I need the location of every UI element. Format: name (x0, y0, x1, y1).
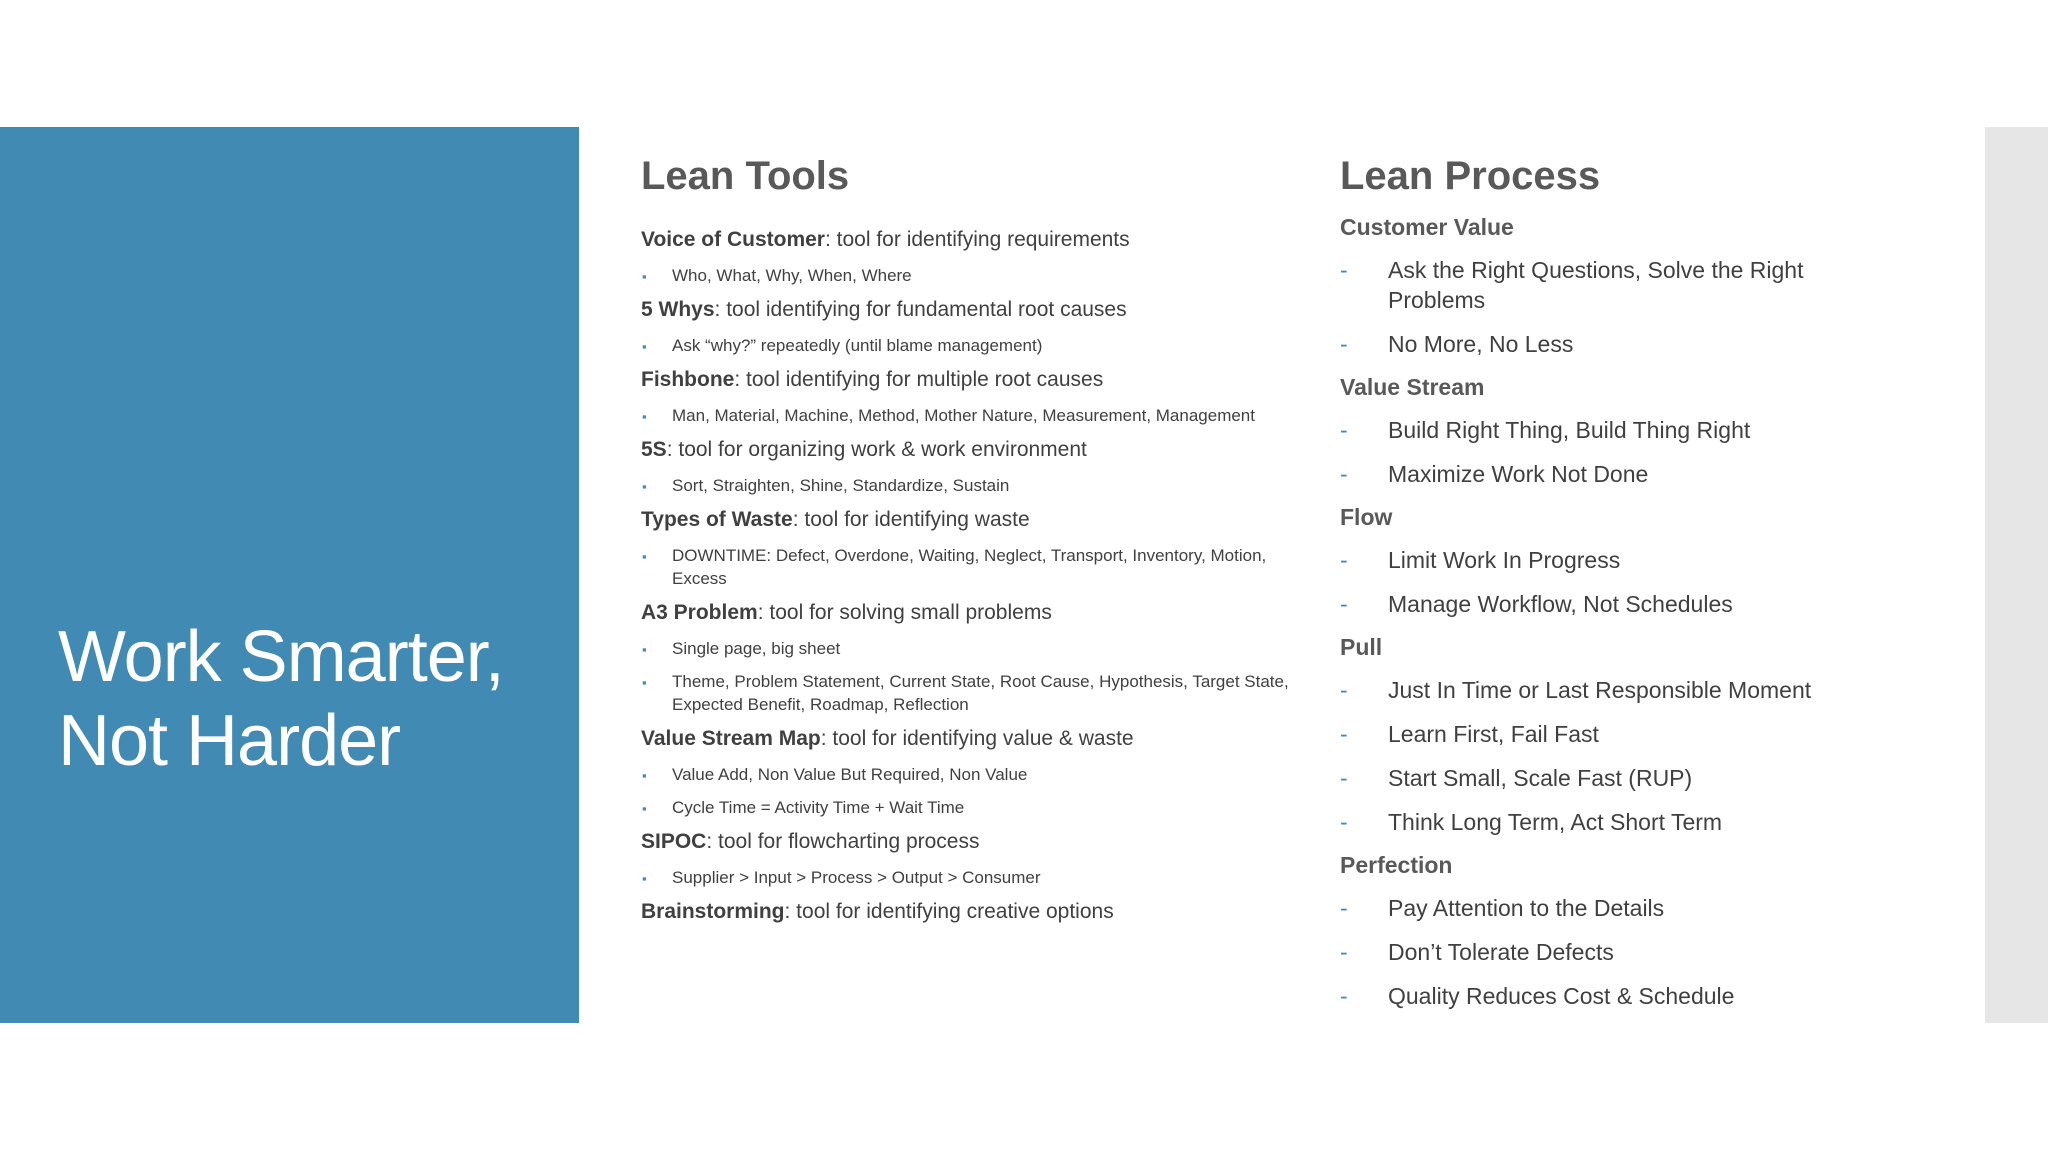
process-item-text: Learn First, Fail Fast (1388, 721, 1599, 747)
dash-icon: - (1340, 591, 1348, 617)
process-item-list (1340, 408, 1900, 496)
tool-name: Value Stream Map (641, 727, 821, 750)
process-item-text: Just In Time or Last Responsible Moment (1388, 677, 1812, 703)
process-section (1340, 206, 1900, 366)
bullet-icon: ▪ (642, 339, 647, 354)
tool-name: Voice of Customer (641, 228, 825, 251)
dash-icon: - (1340, 677, 1348, 703)
process-item (1340, 930, 1900, 974)
process-item-text: Don’t Tolerate Defects (1388, 939, 1614, 965)
tool-name: Brainstorming (641, 900, 785, 923)
process-item (1340, 974, 1900, 1018)
tool-bullet (641, 539, 1311, 595)
tool-name: SIPOC (641, 830, 707, 853)
bullet-icon: ▪ (642, 409, 647, 424)
dash-icon: - (1340, 939, 1348, 965)
tool-description: : tool identifying for multiple root causes (734, 368, 1104, 391)
process-item-list (1340, 248, 1900, 366)
tool-item (641, 432, 1311, 502)
lean-tools-column (641, 150, 1311, 931)
tool-name: A3 Problem (641, 601, 758, 624)
process-item-text: Start Small, Scale Fast (RUP) (1388, 765, 1693, 791)
process-item-text: Ask the Right Questions, Solve the Right Problems (1388, 257, 1804, 313)
tool-bullet (641, 399, 1311, 432)
process-item-list (1340, 538, 1900, 626)
tool-bullet-text: Theme, Problem Statement, Current State, Root Cause, Hypothesis, Target State, Expected Benefit, Roadmap, Reflection (672, 672, 1289, 714)
tool-bullet (641, 329, 1311, 362)
tool-description: : tool for flowcharting process (706, 830, 980, 853)
tool-bullet-text: Single page, big sheet (672, 639, 841, 658)
process-item (1340, 800, 1900, 844)
dash-icon: - (1340, 809, 1348, 835)
lean-process-column (1340, 150, 1900, 1018)
tool-bullet-text: Value Add, Non Value But Required, Non Value (672, 765, 1028, 784)
tool-bullet (641, 791, 1311, 824)
bullet-icon: ▪ (642, 768, 647, 783)
tool-bullet (641, 469, 1311, 502)
tool-line (641, 222, 1311, 259)
process-item-list (1340, 668, 1900, 844)
bullet-icon: ▪ (642, 642, 647, 657)
tool-line (641, 432, 1311, 469)
tool-name: 5 Whys (641, 298, 715, 321)
tool-item (641, 894, 1311, 931)
tool-name: Fishbone (641, 368, 735, 391)
bullet-icon: ▪ (642, 801, 647, 816)
bullet-icon: ▪ (642, 675, 647, 690)
process-section (1340, 496, 1900, 626)
dash-icon: - (1340, 331, 1348, 357)
tool-bullet-list (641, 399, 1311, 432)
tool-bullet-list (641, 861, 1311, 894)
tool-bullet-text: Sort, Straighten, Shine, Standardize, Sustain (672, 476, 1010, 495)
process-item (1340, 712, 1900, 756)
tool-line (641, 292, 1311, 329)
tool-line (641, 502, 1311, 539)
process-item-text: Think Long Term, Act Short Term (1388, 809, 1723, 835)
tool-description: : tool for identifying requirements (824, 228, 1130, 251)
slide-title-line: Not Harder (58, 701, 401, 781)
lean-process-list (1340, 206, 1900, 1018)
tool-description: : tool for organizing work & work environment (666, 438, 1087, 461)
right-edge-strip (1985, 127, 2048, 1023)
process-item (1340, 452, 1900, 496)
lean-tools-heading: Lean Tools (641, 154, 850, 198)
slide-title (58, 615, 558, 783)
process-item-text: Limit Work In Progress (1388, 547, 1621, 573)
tool-item (641, 362, 1311, 432)
dash-icon: - (1340, 721, 1348, 747)
lean-process-heading: Lean Process (1340, 154, 1601, 198)
process-item-text: Quality Reduces Cost & Schedule (1388, 983, 1735, 1009)
process-item-text: Manage Workflow, Not Schedules (1388, 591, 1733, 617)
tool-bullet (641, 665, 1311, 721)
process-section-title: Value Stream (1340, 374, 1485, 400)
tool-bullet (641, 632, 1311, 665)
tool-bullet-text: Ask “why?” repeatedly (until blame management) (672, 336, 1043, 355)
lean-tools-list (641, 222, 1311, 931)
process-item (1340, 756, 1900, 800)
process-item (1340, 538, 1900, 582)
dash-icon: - (1340, 461, 1348, 487)
tool-name: Types of Waste (641, 508, 793, 531)
tool-bullet (641, 758, 1311, 791)
process-item-text: Maximize Work Not Done (1388, 461, 1649, 487)
tool-description: : tool for identifying value & waste (820, 727, 1134, 750)
process-item (1340, 408, 1900, 452)
bullet-icon: ▪ (642, 479, 647, 494)
tool-line (641, 894, 1311, 931)
tool-description: : tool identifying for fundamental root causes (714, 298, 1127, 321)
tool-item (641, 824, 1311, 894)
process-section-title: Pull (1340, 634, 1383, 660)
tool-bullet-text: Who, What, Why, When, Where (672, 266, 912, 285)
process-item (1340, 582, 1900, 626)
dash-icon: - (1340, 417, 1348, 443)
process-section-title: Customer Value (1340, 214, 1514, 240)
tool-name: 5S (641, 438, 667, 461)
tool-bullet (641, 861, 1311, 894)
dash-icon: - (1340, 983, 1348, 1009)
process-section-title: Perfection (1340, 852, 1453, 878)
tool-bullet-list (641, 632, 1311, 721)
tool-bullet-list (641, 469, 1311, 502)
tool-bullet (641, 259, 1311, 292)
process-section (1340, 366, 1900, 496)
tool-item (641, 595, 1311, 721)
dash-icon: - (1340, 257, 1348, 283)
tool-item (641, 292, 1311, 362)
tool-bullet-list (641, 259, 1311, 292)
tool-line (641, 595, 1311, 632)
bullet-icon: ▪ (642, 549, 647, 564)
tool-description: : tool for identifying creative options (784, 900, 1114, 923)
process-section (1340, 844, 1900, 1018)
process-item-list (1340, 886, 1900, 1018)
tool-bullet-text: Cycle Time = Activity Time + Wait Time (672, 798, 965, 817)
tool-bullet-text: DOWNTIME: Defect, Overdone, Waiting, Neglect, Transport, Inventory, Motion, Excess (672, 546, 1267, 588)
tool-bullet-list (641, 539, 1311, 595)
process-item-text: Build Right Thing, Build Thing Right (1388, 417, 1751, 443)
dash-icon: - (1340, 895, 1348, 921)
tool-line (641, 721, 1311, 758)
tool-bullet-text: Supplier > Input > Process > Output > Consumer (672, 868, 1041, 887)
tool-bullet-list (641, 758, 1311, 824)
process-item (1340, 668, 1900, 712)
bullet-icon: ▪ (642, 871, 647, 886)
tool-item (641, 502, 1311, 595)
tool-description: : tool for identifying waste (792, 508, 1030, 531)
process-section (1340, 626, 1900, 844)
tool-description: : tool for solving small problems (757, 601, 1052, 624)
tool-item (641, 222, 1311, 292)
tool-line (641, 824, 1311, 861)
tool-item (641, 721, 1311, 824)
process-item-text: Pay Attention to the Details (1388, 895, 1665, 921)
process-item (1340, 886, 1900, 930)
title-panel (0, 127, 579, 1023)
tool-bullet-text: Man, Material, Machine, Method, Mother Nature, Measurement, Management (672, 406, 1255, 425)
process-item (1340, 322, 1900, 366)
dash-icon: - (1340, 547, 1348, 573)
process-item (1340, 248, 1900, 322)
tool-bullet-list (641, 329, 1311, 362)
slide-title-line: Work Smarter, (58, 617, 504, 697)
process-section-title: Flow (1340, 504, 1393, 530)
process-item-text: No More, No Less (1388, 331, 1574, 357)
bullet-icon: ▪ (642, 269, 647, 284)
dash-icon: - (1340, 765, 1348, 791)
tool-line (641, 362, 1311, 399)
